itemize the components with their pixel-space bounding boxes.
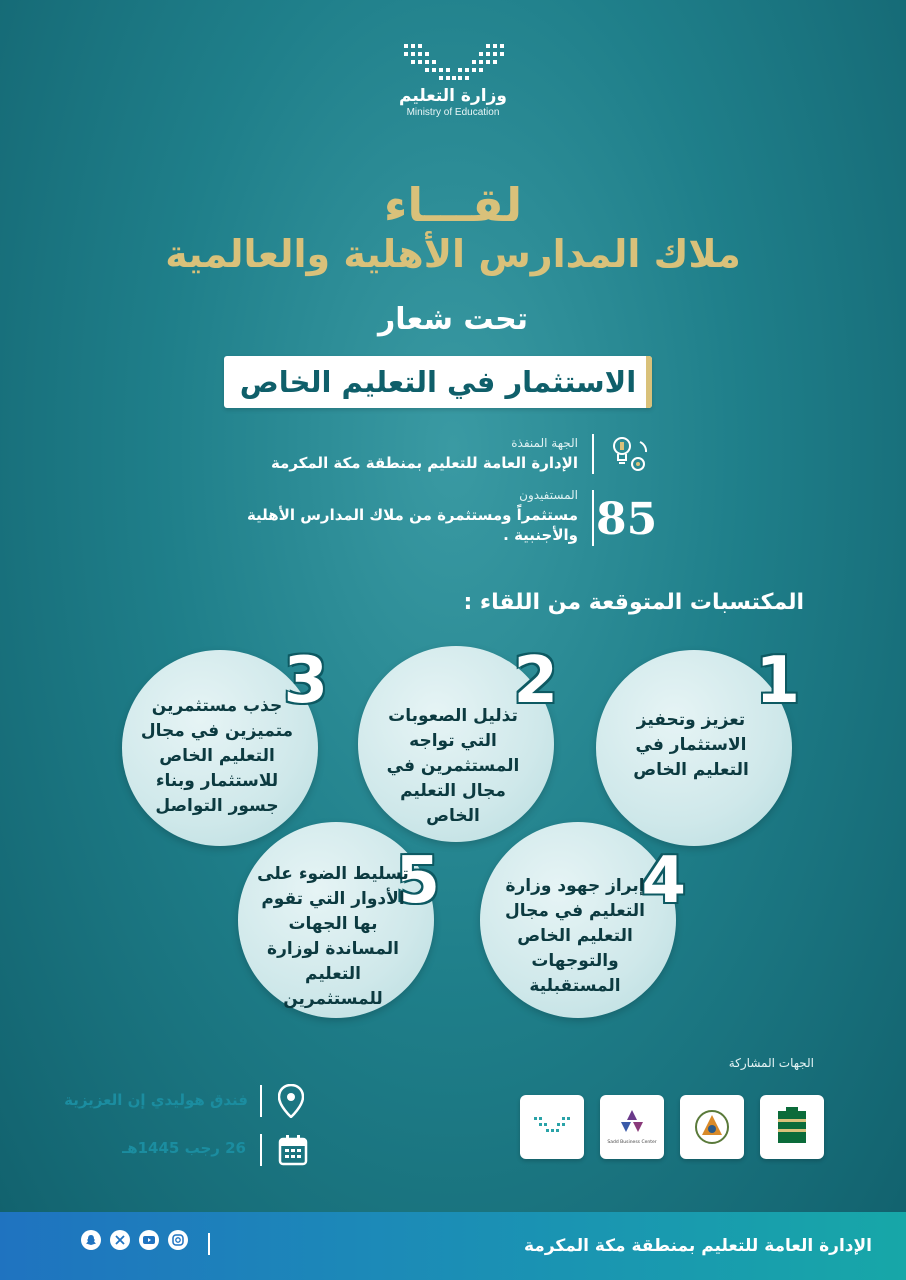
- executor-label: الجهة المنفذة: [511, 436, 578, 450]
- gains-heading: المكتسبات المتوقعة من اللقاء :: [463, 590, 804, 615]
- executor-divider: [592, 434, 594, 474]
- executor-value: الإدارة العامة للتعليم بمنطقة مكة المكرمة: [270, 454, 578, 472]
- ministry-name-arabic: وزارة التعليم: [399, 86, 507, 106]
- date-divider: [260, 1134, 262, 1166]
- chamber-logo-icon: [772, 1105, 812, 1149]
- map-pin-icon: [278, 1084, 304, 1118]
- beneficiaries-count: 85: [596, 494, 658, 545]
- gain-number-5: 5: [395, 844, 440, 918]
- gain-circle-3: [122, 644, 328, 846]
- gain-number-2: 2: [513, 644, 558, 718]
- beneficiaries-divider: [592, 490, 594, 546]
- instagram-icon[interactable]: [168, 1230, 188, 1250]
- gain-text-1: تعزيز وتحفيز الاستثمار في التعليم الخاص: [633, 710, 749, 780]
- title-liqaa: لقـــاء: [383, 178, 523, 232]
- gain-number-3: 3: [283, 644, 328, 718]
- sadd-logo-icon: [615, 1108, 649, 1138]
- sadd-caption: Sadd Business Center: [607, 1140, 657, 1145]
- slogan-prefix: تحت شعار: [377, 302, 529, 337]
- gain-circle-1: [596, 644, 800, 846]
- partner-logo-civil-defense: [680, 1095, 744, 1159]
- gain-circle-4: [480, 822, 686, 1018]
- venue-text: فندق هوليدي إن العزيزية: [64, 1091, 248, 1109]
- beneficiaries-label: المستفيدون: [519, 488, 578, 502]
- slogan-text: الاستثمار في التعليم الخاص: [239, 365, 637, 399]
- partner-logo-chamber: [760, 1095, 824, 1159]
- partners-label: الجهات المشاركة: [728, 1056, 814, 1070]
- gain-text-3: جذب مستثمرين متميزين في مجال التعليم الخاص للاستثمار وبناء جسور التواصل: [140, 696, 294, 816]
- slogan-banner: [224, 356, 652, 408]
- x-icon[interactable]: [110, 1230, 130, 1250]
- gain-circle-2: [358, 644, 558, 842]
- youtube-icon[interactable]: [139, 1230, 159, 1250]
- bulb-gear-icon: [606, 432, 650, 476]
- ministry-logo-icon: [402, 42, 506, 84]
- snapchat-icon[interactable]: [81, 1230, 101, 1250]
- calendar-icon: [278, 1134, 308, 1166]
- beneficiaries-line1: مستثمراً ومستثمرة من ملاك المدارس الأهلية: [246, 506, 578, 524]
- date-text: 26 رجب 1445هـ: [122, 1139, 246, 1157]
- gain-text-2: تذليل الصعوبات التي تواجه المستثمرين في مجال التعليم الخاص: [386, 706, 520, 826]
- partner-logo-ministry: [520, 1095, 584, 1159]
- gain-text-4: إبراز جهود وزارة التعليم في مجال التعليم الخاص والتوجهات المستقبلية: [504, 876, 646, 996]
- gain-text-5: تسليط الضوء على الأدوار التي تقوم بها الجهات المساندة لوزارة التعليم للمستثمرين: [257, 864, 409, 1009]
- venue-divider: [260, 1085, 262, 1117]
- title-owners: ملاك المدارس الأهلية والعالمية: [165, 232, 741, 276]
- gain-number-4: 4: [641, 844, 686, 918]
- gain-circle-5: [238, 822, 440, 1018]
- footer-divider: [208, 1233, 210, 1255]
- ministry-small-logo-icon: [533, 1116, 571, 1138]
- civil-defense-logo-icon: [692, 1107, 732, 1147]
- banner-accent: [646, 356, 652, 408]
- gain-number-1: 1: [755, 644, 800, 718]
- ministry-name-english: Ministry of Education: [406, 107, 500, 118]
- footer-title: الإدارة العامة للتعليم بمنطقة مكة المكرمة: [524, 1236, 872, 1256]
- partner-logo-sadd: [600, 1095, 664, 1159]
- beneficiaries-line2: والأجنبية .: [503, 526, 578, 544]
